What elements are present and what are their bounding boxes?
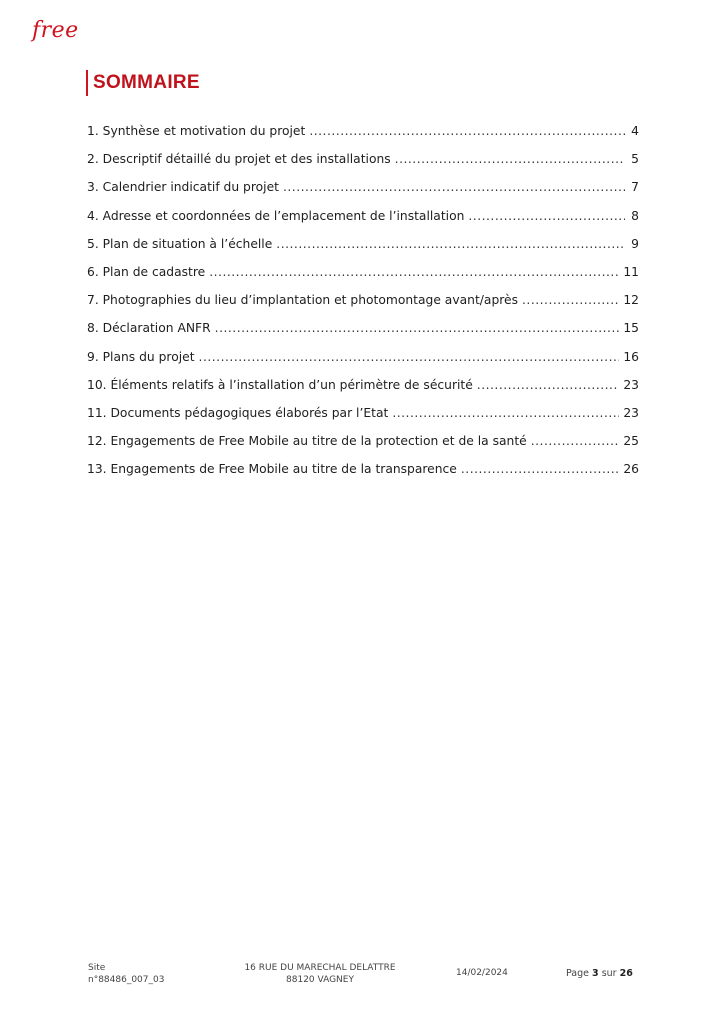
footer-site-label: Site xyxy=(88,963,106,973)
toc-entry-page: 12 xyxy=(623,293,639,308)
footer-date: 14/02/2024 xyxy=(456,968,508,978)
title-block xyxy=(86,70,200,96)
table-of-contents xyxy=(87,124,639,490)
toc-entry-label: 5. Plan de situation à l’échelle xyxy=(87,236,273,251)
toc-entry-page: 11 xyxy=(623,264,639,279)
toc-entry-label: 11. Documents pédagogiques élaborés par l’Etat xyxy=(87,405,389,420)
toc-entry-page: 9 xyxy=(631,236,639,251)
toc-entry[interactable] xyxy=(87,237,639,265)
page-total: 26 xyxy=(619,968,633,979)
toc-entry-page: 15 xyxy=(623,321,639,336)
toc-entry-label: 7. Photographies du lieu d’implantation et photomontage avant/après xyxy=(87,293,519,308)
toc-leader-dots xyxy=(477,378,620,392)
toc-entry-page: 8 xyxy=(631,208,639,223)
toc-entry-label: 8. Déclaration ANFR xyxy=(87,321,211,336)
toc-leader-dots xyxy=(276,237,625,251)
footer-site-info xyxy=(88,962,164,986)
toc-entry-label: 1. Synthèse et motivation du projet xyxy=(87,124,306,138)
toc-entry-page: 25 xyxy=(623,434,639,449)
toc-entry[interactable] xyxy=(87,350,639,378)
footer-address-line1: 16 RUE DU MARECHAL DELATTRE xyxy=(244,963,396,973)
toc-entry-label: 4. Adresse et coordonnées de l’emplacement de l’installation xyxy=(87,208,465,223)
toc-entry-page: 7 xyxy=(631,180,639,195)
toc-entry[interactable] xyxy=(87,293,639,321)
footer-address xyxy=(225,962,415,986)
page-footer xyxy=(0,962,724,992)
toc-entry[interactable] xyxy=(87,265,639,293)
toc-leader-dots xyxy=(215,321,620,335)
toc-entry-label: 12. Engagements de Free Mobile au titre de la protection et de la santé xyxy=(87,434,527,449)
toc-entry[interactable] xyxy=(87,180,639,208)
page-title: SOMMAIRE xyxy=(93,72,200,93)
footer-address-line2: 88120 VAGNEY xyxy=(286,975,354,985)
toc-entry[interactable] xyxy=(87,434,639,462)
footer-page-number xyxy=(566,968,633,979)
toc-entry-page: 23 xyxy=(623,405,639,420)
page-current: 3 xyxy=(592,968,599,979)
toc-leader-dots xyxy=(395,152,625,166)
toc-entry-label: 3. Calendrier indicatif du projet xyxy=(87,180,279,195)
free-logo: free xyxy=(32,18,79,43)
toc-entry-page: 5 xyxy=(631,152,639,167)
toc-entry[interactable] xyxy=(87,209,639,237)
page-prefix: Page xyxy=(566,968,589,979)
toc-entry-label: 2. Descriptif détaillé du projet et des installations xyxy=(87,152,391,167)
toc-leader-dots xyxy=(283,180,625,194)
toc-leader-dots xyxy=(468,209,625,223)
toc-entry[interactable] xyxy=(87,321,639,349)
toc-leader-dots xyxy=(392,406,619,420)
toc-entry-page: 4 xyxy=(631,124,639,138)
page-separator: sur xyxy=(601,968,617,979)
toc-leader-dots xyxy=(461,462,619,476)
toc-entry-page: 16 xyxy=(623,349,639,364)
toc-entry-label: 9. Plans du projet xyxy=(87,349,195,364)
toc-leader-dots xyxy=(209,265,619,279)
toc-entry[interactable] xyxy=(87,378,639,406)
toc-entry[interactable] xyxy=(87,152,639,180)
toc-entry[interactable] xyxy=(87,124,639,152)
toc-entry-page: 23 xyxy=(623,377,639,392)
toc-leader-dots xyxy=(309,124,625,138)
toc-leader-dots xyxy=(522,293,619,307)
toc-leader-dots xyxy=(199,350,620,364)
toc-entry-label: 13. Engagements de Free Mobile au titre de la transparence xyxy=(87,462,457,477)
toc-entry[interactable] xyxy=(87,406,639,434)
toc-entry-label: 6. Plan de cadastre xyxy=(87,264,206,279)
toc-leader-dots xyxy=(531,434,620,448)
toc-entry-label: 10. Éléments relatifs à l’installation d’un périmètre de sécurité xyxy=(87,377,473,392)
toc-entry-page: 26 xyxy=(623,462,639,477)
toc-entry[interactable] xyxy=(87,462,639,490)
footer-site-id: n°88486_007_03 xyxy=(88,975,165,985)
